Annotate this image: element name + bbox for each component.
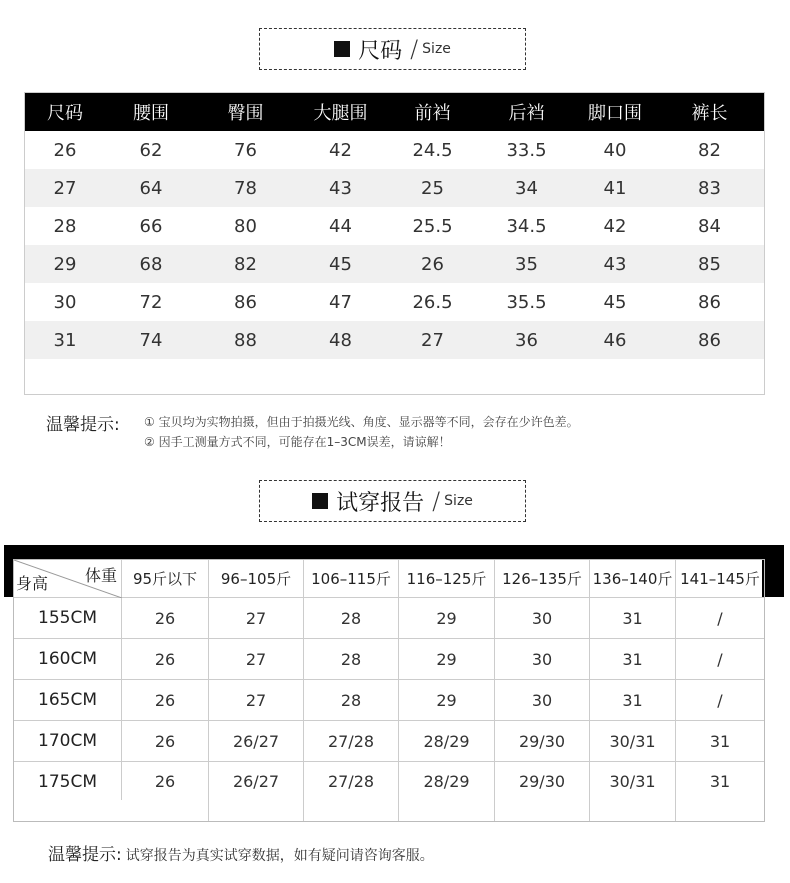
size-cell: 36 [515,329,538,351]
height-label-cell: 165CM [14,680,122,720]
fit-value-cell: 27 [209,680,304,720]
fit-value-cell: 26/27 [209,762,304,821]
fit-table-top-bar [4,545,768,559]
size-cell: 72 [139,291,163,313]
fit-tip [48,840,434,865]
fit-value-cell: 27/28 [304,721,399,761]
size-cell: 25 [421,177,444,199]
size-cell: 33.5 [506,139,547,161]
size-cell: 42 [329,139,352,161]
size-cell: 26.5 [412,291,453,313]
fit-value-cell: 30/31 [590,762,676,821]
size-cell: 43 [329,177,352,199]
size-table-row [25,169,764,207]
fit-value-cell: 28 [304,680,399,720]
size-table [24,92,765,395]
fit-value-cell: 26/27 [209,721,304,761]
title-slash: / [410,35,419,63]
size-cell: 85 [698,253,721,275]
size-cell: 76 [234,139,257,161]
size-cell: 31 [53,329,77,351]
size-tip [46,410,579,452]
size-header-cell: 臀围 [227,103,264,124]
size-header-cell: 裤长 [691,103,728,124]
fit-corner-cell [14,560,122,597]
size-header-cell: 腰围 [133,103,169,124]
size-cell: 26 [421,253,444,275]
fit-value-cell: 30 [495,680,590,720]
size-cell: 35.5 [506,291,547,313]
fit-value-cell: 31 [590,639,676,679]
fit-section-title [259,480,526,522]
weight-header-cell: 96–105斤 [209,560,304,597]
size-cell: 24.5 [412,139,453,161]
size-header-cell: 大腿围 [313,103,368,124]
size-tip-line-2: ② 因手工测量方式不同，可能存在1–3CM误差，请谅解！ [144,435,451,449]
size-cell: 27 [421,329,444,351]
fit-table-row [14,598,764,639]
fit-value-cell: 31 [709,772,731,791]
size-header-cell: 尺码 [47,103,83,124]
size-cell: 82 [234,253,257,275]
fit-tip-label: 温馨提示: [48,845,122,865]
fit-value-cell: 29/30 [495,721,590,761]
size-cell: 62 [139,139,163,161]
size-cell: 46 [603,329,627,351]
fit-table-row [14,721,764,762]
size-section-title [259,28,526,70]
weight-header-cell: 126–135斤 [495,560,590,597]
fit-table-right-bar [762,545,784,597]
fit-value-cell: 26 [122,598,209,638]
size-cell: 88 [234,329,257,351]
fit-value-cell: 29/30 [495,762,590,821]
weight-header-cell: 106–115斤 [304,560,399,597]
size-cell: 45 [329,253,352,275]
size-table-row [25,321,764,359]
title-slash: / [432,487,441,515]
square-bullet-icon [334,41,350,57]
corner-height-label: 身高 [16,574,49,593]
fit-value-cell: 31 [590,680,676,720]
fit-value-cell: 28/29 [399,762,495,821]
size-cell: 48 [329,329,352,351]
square-bullet-icon [312,493,328,509]
height-label-cell: 175CM [14,762,122,800]
size-cell: 27 [53,177,77,199]
size-table-row [25,131,764,169]
fit-value-cell: 26 [122,721,209,761]
fit-table-row [14,680,764,721]
size-table-header [25,93,764,131]
size-title: 尺码 [358,38,403,64]
fit-value-cell: 28/29 [399,721,495,761]
fit-value-cell: 30/31 [590,721,676,761]
fit-value-cell: / [717,690,723,710]
height-label-cell: 170CM [14,721,122,761]
size-cell: 82 [698,139,721,161]
size-table-row [25,283,764,321]
size-cell: 74 [139,329,163,351]
fit-value-cell: 29 [399,598,495,638]
fit-value-cell: 31 [709,731,731,751]
size-table-row [25,207,764,245]
fit-value-cell: 27/28 [304,762,399,821]
fit-value-cell: 29 [399,639,495,679]
weight-header-cell: 141–145斤 [680,570,760,588]
fit-value-cell: 26 [122,762,209,821]
size-cell: 34.5 [506,215,547,237]
size-cell: 30 [53,291,77,313]
size-cell: 86 [234,291,257,313]
fit-table-row [14,639,764,680]
fit-value-cell: 26 [122,680,209,720]
size-header-cell: 后裆 [508,103,545,124]
weight-header-cell: 116–125斤 [399,560,495,597]
size-table-row [25,245,764,283]
size-header-cell: 脚口围 [588,103,642,124]
corner-weight-label: 体重 [84,566,117,585]
fit-subtitle: Size [444,493,473,509]
size-cell: 83 [698,177,721,199]
weight-header-cell: 95斤以下 [122,560,209,597]
size-tip-line-1: ① 宝贝均为实物拍摄，但由于拍摄光线、角度、显示器等不同，会存在少许色差。 [144,415,579,429]
weight-header-cell: 136–140斤 [590,560,676,597]
size-cell: 45 [603,291,627,313]
size-cell: 26 [53,139,77,161]
size-cell: 47 [329,291,352,313]
size-cell: 86 [698,329,721,351]
fit-table-row [14,762,764,821]
fit-value-cell: 30 [495,598,590,638]
fit-value-cell: 26 [122,639,209,679]
fit-value-cell: 28 [304,639,399,679]
size-cell: 42 [603,215,627,237]
fit-value-cell: / [717,649,723,669]
size-cell: 35 [515,253,538,275]
size-table-body [25,131,764,359]
size-cell: 66 [139,215,163,237]
fit-value-cell: 29 [399,680,495,720]
size-cell: 68 [139,253,163,275]
fit-table [13,559,765,822]
fit-value-cell: 31 [590,598,676,638]
size-subtitle: Size [422,41,451,57]
size-cell: 29 [53,253,77,275]
size-cell: 25.5 [412,215,453,237]
fit-value-cell: 30 [495,639,590,679]
size-cell: 40 [603,139,627,161]
fit-value-cell: 28 [304,598,399,638]
height-label-cell: 160CM [14,639,122,679]
fit-title: 试穿报告 [336,490,425,516]
fit-value-cell: 27 [209,598,304,638]
height-label-cell: 155CM [14,598,122,638]
fit-tip-text: 试穿报告为真实试穿数据，如有疑问请咨询客服。 [125,848,434,864]
size-cell: 78 [234,177,257,199]
size-cell: 64 [139,177,163,199]
size-cell: 84 [698,215,721,237]
fit-table-header [14,560,764,598]
size-cell: 86 [698,291,721,313]
fit-value-cell: / [717,608,723,628]
size-tip-label: 温馨提示: [46,415,120,435]
size-cell: 34 [515,177,538,199]
size-header-cell: 前裆 [414,103,451,124]
size-cell: 43 [603,253,627,275]
size-cell: 44 [329,215,352,237]
size-cell: 80 [234,215,257,237]
size-cell: 41 [603,177,627,199]
fit-value-cell: 27 [209,639,304,679]
size-cell: 28 [53,215,77,237]
